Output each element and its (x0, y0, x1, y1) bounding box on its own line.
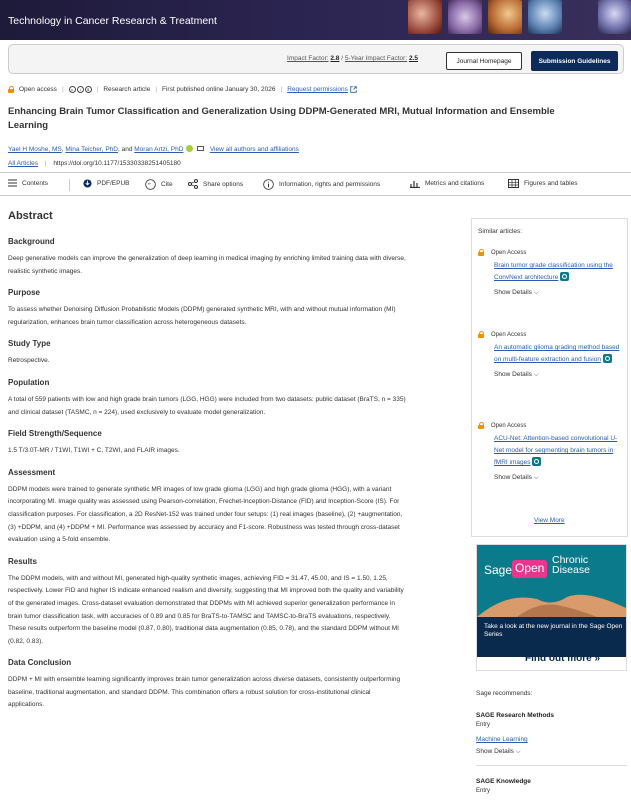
external-link-icon (350, 86, 357, 93)
table-icon (508, 179, 519, 188)
recommendation-source: SAGE Knowledge (476, 778, 531, 785)
recommendation-source: SAGE Research Methods (476, 712, 555, 719)
abstract-section-text: The DDPM models, with and without MI, generated high-quality synthetic images, achieving FID = 31.47, 45.00, and IS = 1.50, 1.25, respectively. Lower FID and higher IS indicate enhanced realism and diversity, suggesting that MI improved both the quality and variability of the generated images. Cross-dataset evaluation demonstrated that DDPMs with MI achieved superior generalization performance in brain tumor classification task, with accuracies of 0.89 and 0.85 for BraTS-to-TAMSC and TAMSC-to-BraTS evaluations, respectively. These results outperform the baseline model (0.87, 0.80), traditional data augmentation (0.85, 0.78), and the standard DDPM without MI (0.82, 0.83). (8, 574, 404, 645)
open-access-icon (478, 331, 484, 338)
request-permissions-link[interactable]: Request permissions (287, 86, 348, 93)
similar-article: Open Access An automatic glioma grading method based on multi-feature extraction and fusion Show Details ⌵ (478, 331, 623, 379)
download-icon (83, 179, 92, 188)
cover-thumbnail (528, 0, 562, 34)
chevron-down-icon: ⌵ (533, 289, 539, 296)
abstract-section-heading: Field Strength/Sequence (8, 429, 102, 439)
open-access-icon (478, 422, 484, 429)
abstract-section-text: DDPM + MI with ensemble learning significantly improves brain tumor generalization across diverse datasets, consistently outperforming baseline, traditional augmentation, and standard DDPM. This combination offers a robust solution for cross-institutional clinical applications. (8, 676, 401, 709)
information-rights-button[interactable]: Information, rights and permissions (263, 179, 380, 190)
ad-open-logo: Open (512, 560, 547, 578)
show-details-toggle[interactable]: Show Details ⌵ (494, 371, 539, 378)
article-meta: Open access | c i $ | Research article | First published online January 30, 2026 | Request permissions (8, 86, 357, 93)
open-access-badge-icon (560, 272, 569, 281)
abstract-section-heading: Results (8, 556, 37, 566)
cover-thumbnail (488, 0, 522, 34)
abstract-section-text: Retrospective. (8, 357, 50, 365)
journal-homepage-button[interactable]: Journal Homepage (446, 52, 522, 70)
cover-thumbnail (408, 0, 442, 34)
abstract-section-text: To assess whether Denoising Diffusion Probabilistic Models (DDPM) generated synthetic MRI, with and without mutual information (MI) regularization, enhances brain tumor classification across heterogeneous datasets. (8, 306, 396, 326)
open-access-icon (8, 86, 14, 93)
creative-commons-icon: c i $ (69, 86, 92, 93)
chevron-down-icon: ⌵ (533, 371, 539, 378)
article-title: Enhancing Brain Tumor Classification and Generalization Using DDPM-Generated MRI, Mutual Information and Ensemble Learning (8, 106, 555, 131)
publish-date: First published online January 30, 2026 (162, 86, 276, 93)
journal-info-bar (8, 44, 624, 74)
share-icon (188, 179, 198, 189)
orcid-icon[interactable] (186, 145, 193, 152)
contents-button[interactable]: Contents (8, 179, 48, 187)
chevron-down-icon: ⌵ (515, 748, 521, 755)
recommendation (476, 778, 627, 794)
email-icon[interactable] (197, 146, 204, 151)
similar-articles-panel (471, 218, 628, 537)
journal-name[interactable]: Technology in Cancer Research & Treatment (8, 15, 217, 27)
share-options-button[interactable]: Share options (188, 179, 243, 189)
svg-text:”: ” (147, 181, 152, 190)
abstract-section-heading: Population (8, 377, 50, 387)
metrics-citations-button[interactable]: Metrics and citations (410, 179, 484, 188)
article-toolbar (0, 172, 631, 196)
author-list: Yael H Moshe, MS, Mina Teicher, PhD, and Moran Artzi, PhD View all authors and affiliations (8, 146, 299, 153)
abstract-heading: Abstract (8, 210, 53, 222)
author-link[interactable]: Mina Teicher, PhD (65, 146, 118, 153)
recommends-heading: Sage recommends: (476, 690, 533, 697)
show-details-toggle[interactable]: Show Details ⌵ (494, 474, 539, 481)
cover-thumbnail (598, 0, 631, 34)
journal-banner (0, 0, 631, 40)
article-type: Research article (103, 86, 151, 93)
menu-icon (8, 179, 17, 187)
similar-article-link[interactable]: Brain tumor grade classification using the ConvNext architecture (494, 262, 613, 281)
find-out-more-link[interactable]: Find out more » (525, 653, 601, 664)
double-chevron-right-icon: » (594, 653, 601, 664)
ad-title-line: Chronic (552, 554, 589, 566)
show-details-toggle[interactable]: Show Details ⌵ (494, 289, 539, 296)
view-all-authors-link[interactable]: View all authors and affiliations (209, 146, 299, 153)
similar-article-link[interactable]: ACU-Net: Attention-based convolutional U-Net model for segmenting brain tumors in fMRI images (494, 435, 618, 466)
open-access-icon (478, 249, 484, 256)
quote-icon (145, 179, 156, 190)
similar-article-link[interactable]: An automatic glioma grading method based on multi-feature extraction and fusion (494, 344, 620, 363)
sage-recommends (476, 690, 627, 794)
author-link[interactable]: Moran Artzi, PhD (134, 146, 184, 153)
view-more-link[interactable]: View More (534, 517, 565, 524)
open-access-badge-icon (532, 457, 541, 466)
abstract-section-heading: Data Conclusion (8, 658, 72, 668)
cite-button[interactable]: ” Cite (145, 179, 173, 190)
recommendation-link[interactable]: Machine Learning (476, 736, 528, 743)
open-access-badge-icon (603, 354, 612, 363)
hands-illustration (477, 587, 627, 617)
impact-factor: Impact Factor: 2.8 / 5-Year Impact Factor: 2.5 (287, 55, 418, 62)
doi-line: All Articles | https://doi.org/10.1177/15330338251405180 (8, 160, 181, 167)
info-icon (263, 179, 274, 190)
sage-open-advertisement[interactable] (476, 544, 627, 671)
ad-text: Take a look at the new journal in the Sage Open Series (484, 623, 623, 638)
ad-title-line: Disease (552, 564, 590, 576)
similar-articles-heading: Similar articles: (478, 228, 523, 235)
chevron-down-icon: ⌵ (533, 474, 539, 481)
cover-thumbnail (448, 0, 482, 34)
all-articles-link[interactable]: All Articles (8, 160, 38, 167)
abstract-section-heading: Background (8, 237, 55, 246)
abstract-section-text: A total of 559 patients with low and high grade brain tumors (LGG, HGG) were included from two datasets: public dataset (BraTS, n = 335) and clinical dataset (TASMC, n = 224), used exclusively to evaluate model generalization. (8, 395, 406, 416)
doi-link[interactable]: https://doi.org/10.1177/15330338251405180 (53, 160, 181, 167)
abstract-section-heading: Assessment (8, 467, 56, 477)
abstract-section-text: Deep generative models can improve the generalization of deep learning in medical imaging by enriching limited training data with diverse, realistic synthetic images. (8, 255, 406, 275)
similar-article: Open Access Brain tumor grade classification using the ConvNext architecture Show Details ⌵ (478, 249, 623, 297)
submission-guidelines-button[interactable]: Submission Guidelines (531, 51, 618, 71)
pdf-button[interactable]: PDF/EPUB (83, 179, 130, 188)
show-details-toggle[interactable]: Show Details ⌵ (476, 748, 521, 755)
recommendation-type: Entry (476, 722, 491, 728)
abstract (8, 210, 408, 722)
open-access-label: Open access (19, 86, 57, 93)
figures-tables-button[interactable]: Figures and tables (508, 179, 577, 188)
ad-brand: Sage (484, 563, 513, 577)
recommendation (476, 712, 627, 756)
recommendation-type: Entry (476, 788, 491, 794)
abstract-section-heading: Purpose (8, 288, 41, 298)
abstract-section-text: DDPM models were trained to generate synthetic MR images of low grade glioma (LGG) and high grade glioma (HGG), with a variant incorporating MI. Image quality was assessed using Pearson-correlation, Frechet-Inception-Distance (FID) and Inception-Score (IS). For classification purposes. For classification, a 2D ResNet-152 was trained under four setups: (1) real images (baseline), (2) +augmentation, (3) +DDPM, and (4) +DDPM + MI. Performance was assessed by accuracy and F1-score. Robustness was tested through cross-dataset evaluation using a 5-fold ensemble. (8, 485, 403, 544)
abstract-section-text: 1.5 T/3.0T-MR / T1WI, T1WI + C, T2WI, and FLAIR images. (8, 447, 180, 455)
bar-chart-icon (410, 179, 420, 188)
author-link[interactable]: Yael H Moshe, MS (8, 146, 62, 153)
similar-article: Open Access ACU-Net: Attention-based convolutional U-Net model for segmenting brain tumors in fMRI images Show Details ⌵ (478, 422, 623, 482)
abstract-section-heading: Study Type (8, 339, 51, 349)
